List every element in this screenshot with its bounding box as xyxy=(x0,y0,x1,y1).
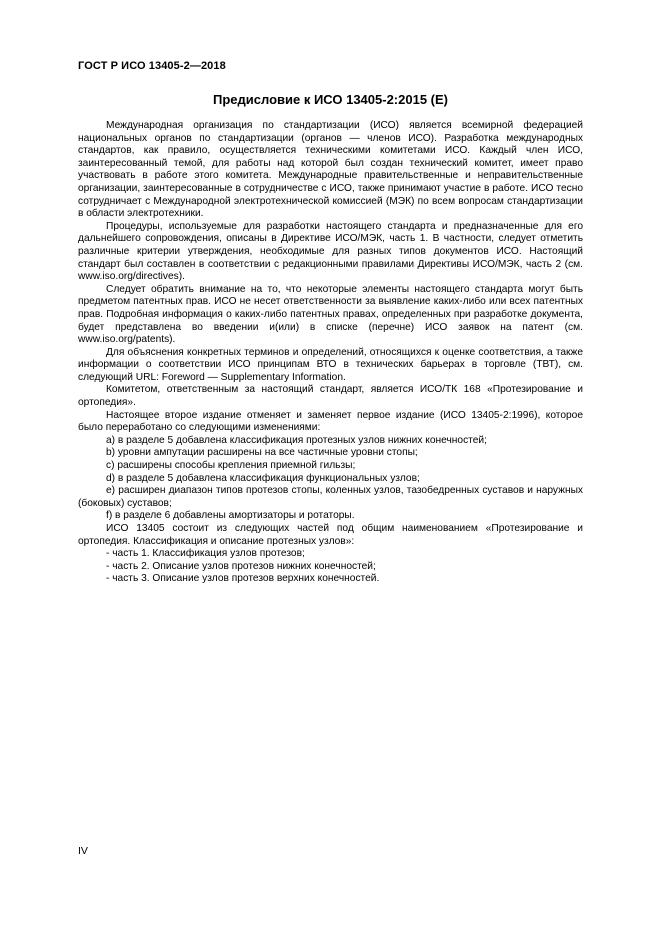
change-item: b) уровни ампутации расширены на все частичные уровни стопы; xyxy=(106,447,418,459)
change-item: d) в разделе 5 добавлена классификация функциональных узлов; xyxy=(106,472,420,484)
section-title: Предисловие к ИСО 13405-2:2015 (Е) xyxy=(213,92,448,107)
part-list-item: - часть 3. Описание узлов протезов верхних конечностей. xyxy=(106,573,380,585)
paragraph-patents: Следует обратить внимание на то, что некоторые элементы настоящего стандарта могут быть предметом патентных прав. ИСО не несет ответственности за выявление каких-либо или всех патентных прав. Подробная информация о каких-либо патентных правах, определенных при разработке документа, будет представлена во введении и(или) в списке (перечне) ИСО заявок на патент (см. www.iso.org/patents). xyxy=(78,283,583,346)
change-item: е) расширен диапазон типов протезов стопы, коленных узлов, тазобедренных суставов и наружных (боковых) суставов; xyxy=(78,485,583,509)
foreword-body xyxy=(78,120,583,586)
part-list-item: - часть 1. Классификация узлов протезов; xyxy=(106,548,305,560)
paragraph-procedures: Процедуры, используемые для разработки настоящего стандарта и предназначенные для его дальнейшего сопровождения, описаны в Директиве ИСО/МЭК, часть 1. В частности, следует отметить различные критерии утверждения, необходимые для разных типов документов ИСО. Настоящий стандарт был составлен в соответствии с редакционными правилами Директивы ИСО/МЭК, часть 2 (см. www.iso.org/directives). xyxy=(78,220,583,283)
paragraph-edition: Настоящее второе издание отменяет и заменяет первое издание (ИСО 13405-2:1996), которое было переработано со следующими изменениями: xyxy=(78,409,583,434)
paragraph-committee: Комитетом, ответственным за настоящий стандарт, является ИСО/ТК 168 «Протезирование и ортопедия». xyxy=(78,384,583,409)
document-code: ГОСТ Р ИСО 13405-2—2018 xyxy=(78,60,226,72)
change-item: а) в разделе 5 добавлена классификация протезных узлов нижних конечностей; xyxy=(106,434,487,446)
change-item: с) расширены способы крепления приемной гильзы; xyxy=(106,460,356,472)
page-number: IV xyxy=(78,845,88,857)
paragraph-terms: Для объяснения конкретных терминов и определений, относящихся к оценке соответствия, а также информации о соответствии ИСО принципам ВТО в технических барьерах в торговле (ТВТ), см. следующий URL: Foreword — Supplementary Information. xyxy=(78,346,583,383)
change-item: f) в разделе 6 добавлены амортизаторы и ротаторы. xyxy=(106,510,355,522)
part-list-item: - часть 2. Описание узлов протезов нижних конечностей; xyxy=(106,560,376,572)
paragraph-parts-intro: ИСО 13405 состоит из следующих частей под общим наименованием «Протезирование и ортопедия. Классификация и описание протезных узлов»: xyxy=(78,523,583,547)
paragraph-iso-intro: Международная организация по стандартизации (ИСО) является всемирной федерацией национальных органов по стандартизации (органов — членов ИСО). Разработка международных стандартов, как правило, осуществляется техническими комитетами ИСО. Каждый член ИСО, заинтересованный темой, для работы над которой был создан технический комитет, имеет право участвовать в работе этого комитета. Международные правительственные и неправительственные организации, заинтересованные в сотрудничестве с ИСО, также принимают участие в работе. ИСО тесно сотрудничает с Международной электротехнической комиссией (МЭК) по всем вопросам стандартизации в области электротехники. xyxy=(78,120,583,220)
